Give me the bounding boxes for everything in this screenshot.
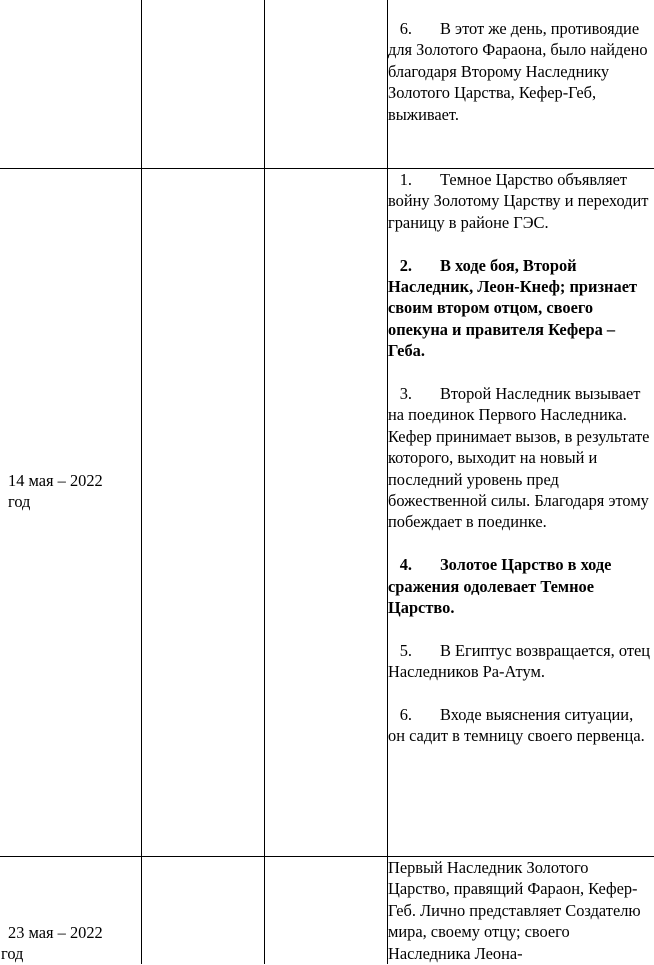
event-item <box>388 704 652 747</box>
event-number: 1. <box>399 170 412 189</box>
event-number: 2. <box>399 255 412 275</box>
event-text: Первый Наследник Золотого Царство, правящий Фараон, Кефер-Геб. Лично представляет Создателю мира, своему отцу; своего Наследника Леона- <box>388 858 641 963</box>
event-number: 3. <box>399 384 412 404</box>
row2-events-cell <box>388 169 652 747</box>
date-line: год <box>8 492 31 512</box>
table-column-border-1 <box>141 0 142 964</box>
table-column-border-2 <box>264 0 265 964</box>
event-item <box>388 640 652 683</box>
event-item <box>388 255 652 362</box>
row2-date <box>8 470 103 513</box>
date-line: 23 мая – 2022 <box>8 923 103 942</box>
event-item <box>388 18 652 125</box>
event-item <box>388 383 652 533</box>
event-text: Темное Царство объявляет войну Золотому Царству и переходит границу в районе ГЭС. <box>388 170 649 232</box>
event-number: 6. <box>399 19 412 38</box>
event-number: 6. <box>399 705 412 725</box>
event-text: В этот же день, противоядие для Золотого Фараона, было найдено благодаря Второму Наследнику Золотого Царства, Кефер-Геб, выживает. <box>388 19 648 124</box>
event-text: Входе выяснения ситуации, он садит в темницу своего первенца. <box>388 705 645 746</box>
date-line: год <box>1 944 24 964</box>
row3-date <box>1 922 103 965</box>
event-text: Второй Наследник вызывает на поединок Первого Наследника. Кефер принимает вызов, в результате которого, выходит на новый и последний уровень пред божественной силы. Благодаря этому побеждает в поединке. <box>388 384 650 532</box>
event-item <box>388 554 652 618</box>
row3-events-cell <box>388 857 652 964</box>
event-number: 4. <box>399 555 412 575</box>
date-line: 14 мая – 2022 <box>8 471 103 490</box>
row1-events-cell <box>388 18 652 125</box>
event-item <box>388 169 652 233</box>
event-text: В ходе боя, Второй Наследник, Леон-Кнеф; признает своим втором отцом, своего опекуна и правителя Кефера – Геба. <box>388 255 638 361</box>
event-text: Золотое Царство в ходе сражения одолевает Темное Царство. <box>388 555 612 618</box>
event-number: 5. <box>399 640 412 660</box>
event-text: В Египтус возвращается, отец Наследников Ра-Атум. <box>388 640 651 682</box>
